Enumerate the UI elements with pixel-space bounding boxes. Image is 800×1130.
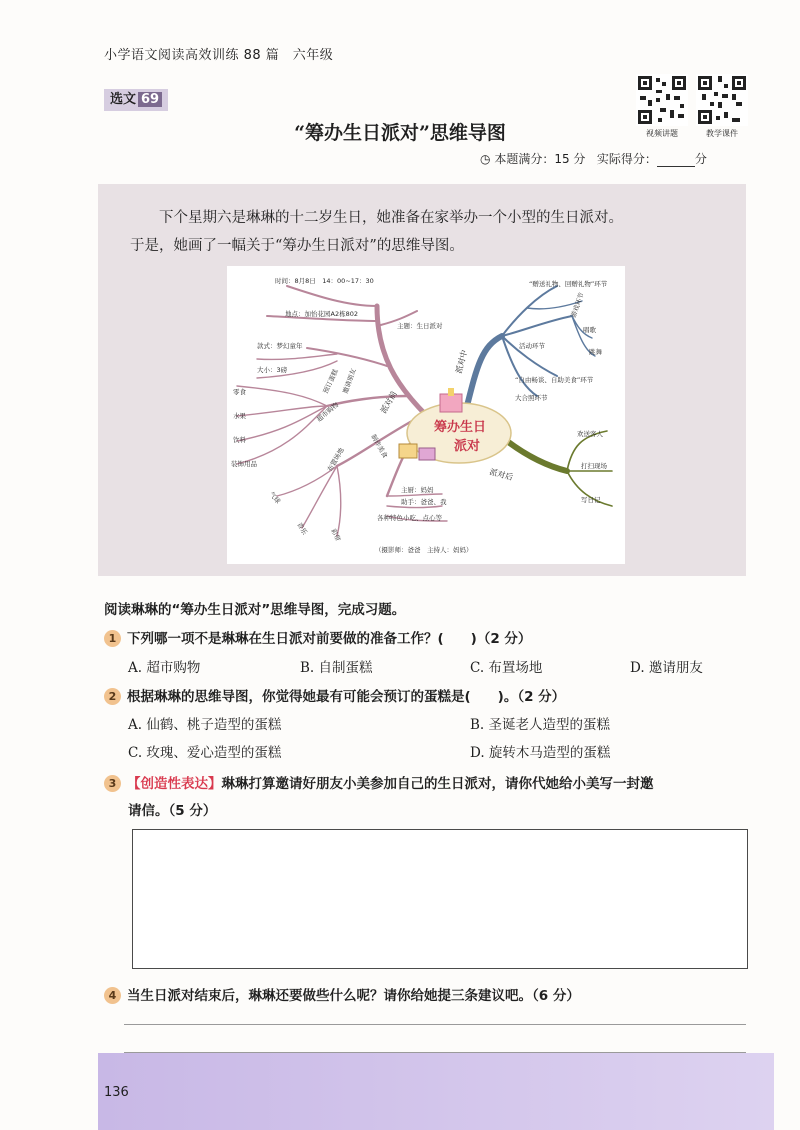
question-2-text: 根据琳琳的思维导图，你觉得她最有可能会预订的蛋糕是( )。（2 分） [127,689,566,705]
q2-option-d[interactable]: D. 旋转木马造型的蛋糕 [470,745,611,761]
mm-invite-friends: 邀请朋友 [341,367,358,395]
mm-drinks: 饮料 [233,436,246,444]
mm-before: 派对前 [378,389,399,415]
video-qr-caption: 视频讲题 [646,129,678,138]
mm-style: 款式：梦幻童年 [257,342,303,350]
courseware-qr-caption: 教学课件 [706,129,738,138]
question-4-number: 4 [104,987,121,1004]
mm-during: 派对中 [454,349,470,375]
article-label: 选文 [110,92,137,107]
mm-activity-segment: 活动环节 [519,342,545,350]
intro-line-2: 于是，她画了一幅关于“筹办生日派对”的思维导图。 [130,238,464,254]
question-4 [104,984,580,1004]
q1-option-d[interactable]: D. 邀请朋友 [630,660,703,676]
question-3-tag: 【创造性表达】 [127,776,222,792]
question-4-text: 当生日派对结束后，琳琳还要做些什么呢？请你给她提三条建议吧。（6 分） [127,988,580,1004]
q2-option-b[interactable]: B. 圣诞老人造型的蛋糕 [470,717,611,733]
mm-snacks: 零食 [233,388,246,396]
mm-chef: 主厨：妈妈 [401,486,434,494]
mm-center-2: 派对 [453,439,481,454]
intro-line-1: 下个星期六是琳琳的十二岁生日，她准备在家举办一个小型的生日派对。 [159,210,623,226]
question-1-text: 下列哪一项不是琳琳在生日派对前要做的准备工作？( )（2 分） [127,631,532,647]
mm-time: 时间：8月8日 14：00~17：30 [275,277,374,285]
mindmap-image [227,266,625,564]
mm-see-off: 欢送客人 [577,430,603,438]
mm-helpers: 助手：爸爸、我 [401,498,447,506]
mm-sing: 唱歌 [583,326,596,334]
article-number: 69 [138,92,162,107]
question-1 [104,627,531,647]
q2-option-c[interactable]: C. 玫瑰、爱心造型的蛋糕 [128,745,282,761]
mm-food-segment: “自由畅谈、自助美食”环节 [515,376,594,384]
courseware-qr-code[interactable] [696,74,748,126]
reading-intro [130,204,730,260]
instruction: 阅读琳琳的“筹办生日派对”思维导图，完成习题。 [104,602,406,618]
mm-theme: 主题：生日派对 [397,322,443,330]
mm-music: 音乐 [295,521,309,537]
mm-decor: 装饰用品 [231,460,257,468]
video-qr-code[interactable] [636,74,688,126]
page-number: 136 [104,1085,129,1100]
q2-option-a[interactable]: A. 仙鹤、桃子造型的蛋糕 [128,717,282,733]
mm-balloons: 气球 [267,490,282,506]
actual-score-label: 实际得分： [596,152,657,166]
clock-icon: ◷ [480,152,491,166]
question-2 [104,685,565,705]
score-unit: 分 [694,152,707,166]
mm-reserve-cake: 预订蛋糕 [321,367,340,395]
page-title: “筹办生日派对”思维导图 [294,122,506,144]
article-badge [104,89,168,111]
q3-answer-box[interactable] [132,829,748,969]
mm-after: 派对后 [488,467,514,483]
mm-arrange-venue: 布置场地 [325,446,346,473]
mm-place: 地点：加怡花园A2栋802 [285,310,358,318]
mm-make-food: 制作美食 [369,433,390,460]
question-3-text-2: 请信。（5 分） [128,803,217,819]
full-score: 本题满分：15 分 [494,152,586,166]
q1-option-a[interactable]: A. 超市购物 [128,660,201,676]
mm-fruit: 水果 [233,412,246,420]
mm-size: 大小：3磅 [257,366,288,374]
mm-center-1: 筹办生日 [433,420,487,435]
mm-gift-segment: “赠送礼物、回赠礼物”环节 [529,280,608,288]
question-2-number: 2 [104,688,121,705]
score-line [480,150,707,167]
question-3-number: 3 [104,775,121,792]
q1-option-b[interactable]: B. 自制蛋糕 [300,660,373,676]
question-3 [104,772,754,792]
mm-clean-up: 打扫现场 [581,462,607,470]
mm-game-segment: 游戏环节 [569,291,586,319]
question-1-number: 1 [104,630,121,647]
actual-score-blank[interactable] [657,154,695,167]
footer-band [98,1053,774,1130]
mm-snack-items: 各种特色小吃、点心等 [377,514,442,522]
question-3-text: 琳琳打算邀请好朋友小美参加自己的生日派对，请你代她给小美写一封邀 [221,776,654,792]
q4-answer-line-1[interactable] [124,1024,746,1025]
mm-colored-ribbons: 彩带 [329,527,342,543]
mm-group-photo: 大合照环节 [515,394,548,402]
series-title: 小学语文阅读高效训练 88 篇 六年级 [104,48,334,63]
q1-option-c[interactable]: C. 布置场地 [470,660,543,676]
mm-diary: 写日记 [581,496,601,504]
mm-photographer: （摄影师：爸爸 主持人：妈妈） [375,546,473,554]
mm-supermarket: 超市购物 [315,400,341,424]
mm-dance: 跳舞 [589,348,602,356]
